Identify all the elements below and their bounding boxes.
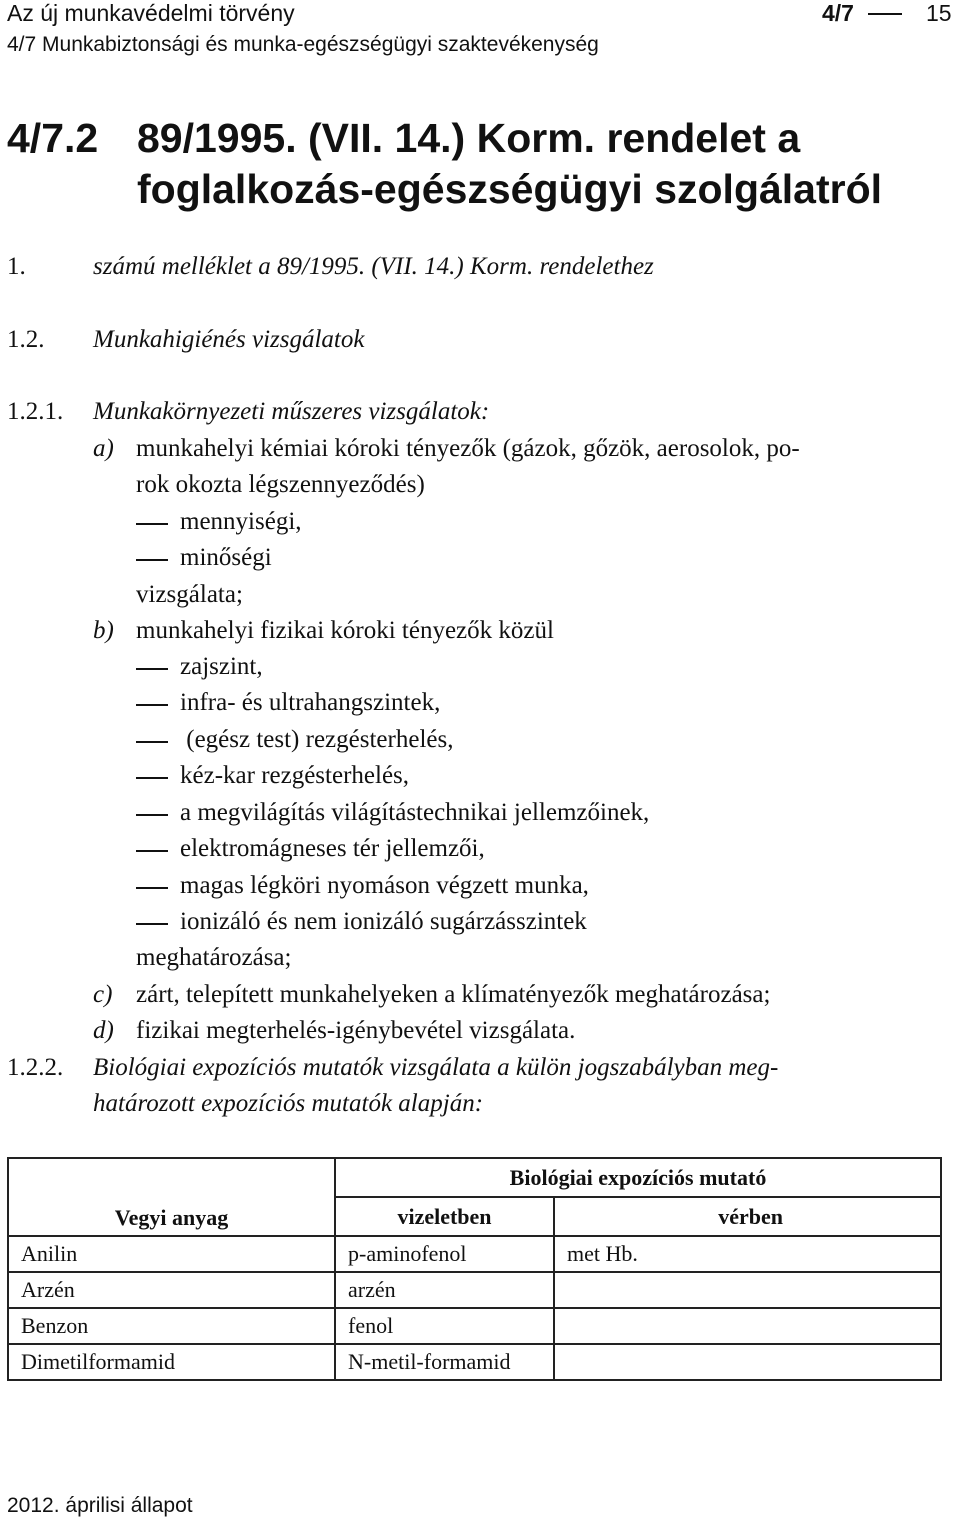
dash-bullet: [136, 523, 168, 525]
biological-exposure-table: [7, 1157, 942, 1381]
subsection-1-2-1-number: 1.2.1.: [7, 398, 64, 425]
subsection-1-2-2-line1: Biológiai expozíciós mutatók vizsgálata a külön jogszabályban meg-: [93, 1054, 779, 1081]
subsection-1-2-title: Munkahigiénés vizsgálatok: [93, 326, 365, 353]
cell-urine: N-metil-formamid: [335, 1344, 554, 1380]
item-b-marker: b): [93, 617, 114, 644]
item-a-dash-2: minőségi: [180, 544, 272, 571]
cell-chemical: Arzén: [8, 1272, 335, 1308]
dash-bullet: [136, 741, 168, 743]
subsection-1-2-number: 1.2.: [7, 326, 45, 353]
section-title-line2: foglalkozás-egészségügyi szolgálatról: [137, 166, 883, 212]
header-biological-indicator: Biológiai expozíciós mutató: [335, 1158, 941, 1197]
item-b-dash-6: elektromágneses tér jellemzői,: [180, 835, 485, 862]
item-d-text: fizikai megterhelés-igénybevétel vizsgálata.: [136, 1017, 576, 1044]
running-header-page-ref: 4/7: [822, 0, 854, 26]
item-d-marker: d): [93, 1017, 114, 1044]
dash-bullet: [136, 704, 168, 706]
item-a-marker: a): [93, 435, 114, 462]
dash-bullet: [136, 850, 168, 852]
dash-bullet: [136, 887, 168, 889]
cell-urine: arzén: [335, 1272, 554, 1308]
cell-chemical: Benzon: [8, 1308, 335, 1344]
item-c-marker: c): [93, 981, 113, 1008]
item-b-closing: meghatározása;: [136, 944, 292, 971]
item-b-dash-5: a megvilágítás világítástechnikai jellemzőinek,: [180, 799, 650, 826]
page-footer: 2012. áprilisi állapot: [7, 1494, 193, 1517]
cell-chemical: Anilin: [8, 1236, 335, 1272]
item-b-dash-2: infra- és ultrahangszintek,: [180, 689, 441, 716]
cell-blood: [554, 1272, 941, 1308]
section-title-line1: 89/1995. (VII. 14.) Korm. rendelet a: [137, 115, 801, 161]
item-b-dash-3: (egész test) rezgésterhelés,: [180, 726, 454, 753]
item-b-dash-1: zajszint,: [180, 653, 263, 680]
subsection-1-2-2-number: 1.2.2.: [7, 1054, 64, 1081]
header-urine: vizeletben: [335, 1197, 554, 1236]
table-header-row: [8, 1158, 941, 1197]
table-row: [8, 1236, 941, 1272]
table-row: [8, 1344, 941, 1380]
cell-urine: fenol: [335, 1308, 554, 1344]
dash-bullet: [136, 777, 168, 779]
item-b-dash-7: magas légköri nyomáson végzett munka,: [180, 872, 589, 899]
running-header-title: Az új munkavédelmi törvény: [7, 0, 295, 26]
dash-bullet: [136, 814, 168, 816]
cell-blood: met Hb.: [554, 1236, 941, 1272]
table-row: [8, 1272, 941, 1308]
item-b-dash-8: ionizáló és nem ionizáló sugárzásszintek: [180, 908, 587, 935]
header-dash-divider: [868, 13, 902, 15]
item-a-dash-1: mennyiségi,: [180, 508, 302, 535]
item-c-text: zárt, telepített munkahelyeken a klímatényezők meghatározása;: [136, 981, 771, 1008]
item-a-line1: munkahelyi kémiai kóroki tényezők (gázok, gőzök, aerosolok, po-: [136, 435, 800, 462]
cell-blood: [554, 1308, 941, 1344]
subsection-1-2-1-title: Munkakörnyezeti műszeres vizsgálatok:: [93, 398, 490, 425]
running-header-page-number: 15: [926, 0, 952, 26]
section-number: 4/7.2: [7, 115, 99, 161]
header-chemical: Vegyi anyag: [8, 1158, 335, 1236]
dash-bullet: [136, 668, 168, 670]
item-a-closing: vizsgálata;: [136, 581, 243, 608]
annex-title: számú melléklet a 89/1995. (VII. 14.) Korm. rendelethez: [93, 253, 654, 280]
item-b-dash-4: kéz-kar rezgésterhelés,: [180, 762, 410, 789]
dash-bullet: [136, 923, 168, 925]
running-header-subtitle: 4/7 Munkabiztonsági és munka-egészségügyi szaktevékenység: [7, 33, 599, 56]
table-row: [8, 1308, 941, 1344]
dash-bullet: [136, 559, 168, 561]
subsection-1-2-2-line2: határozott expozíciós mutatók alapján:: [93, 1090, 484, 1117]
header-blood: vérben: [554, 1197, 941, 1236]
cell-chemical: Dimetilformamid: [8, 1344, 335, 1380]
annex-number: 1.: [7, 253, 26, 280]
cell-blood: [554, 1344, 941, 1380]
cell-urine: p-aminofenol: [335, 1236, 554, 1272]
item-b-line1: munkahelyi fizikai kóroki tényezők közül: [136, 617, 554, 644]
item-a-line2: rok okozta légszennyeződés): [136, 471, 425, 498]
